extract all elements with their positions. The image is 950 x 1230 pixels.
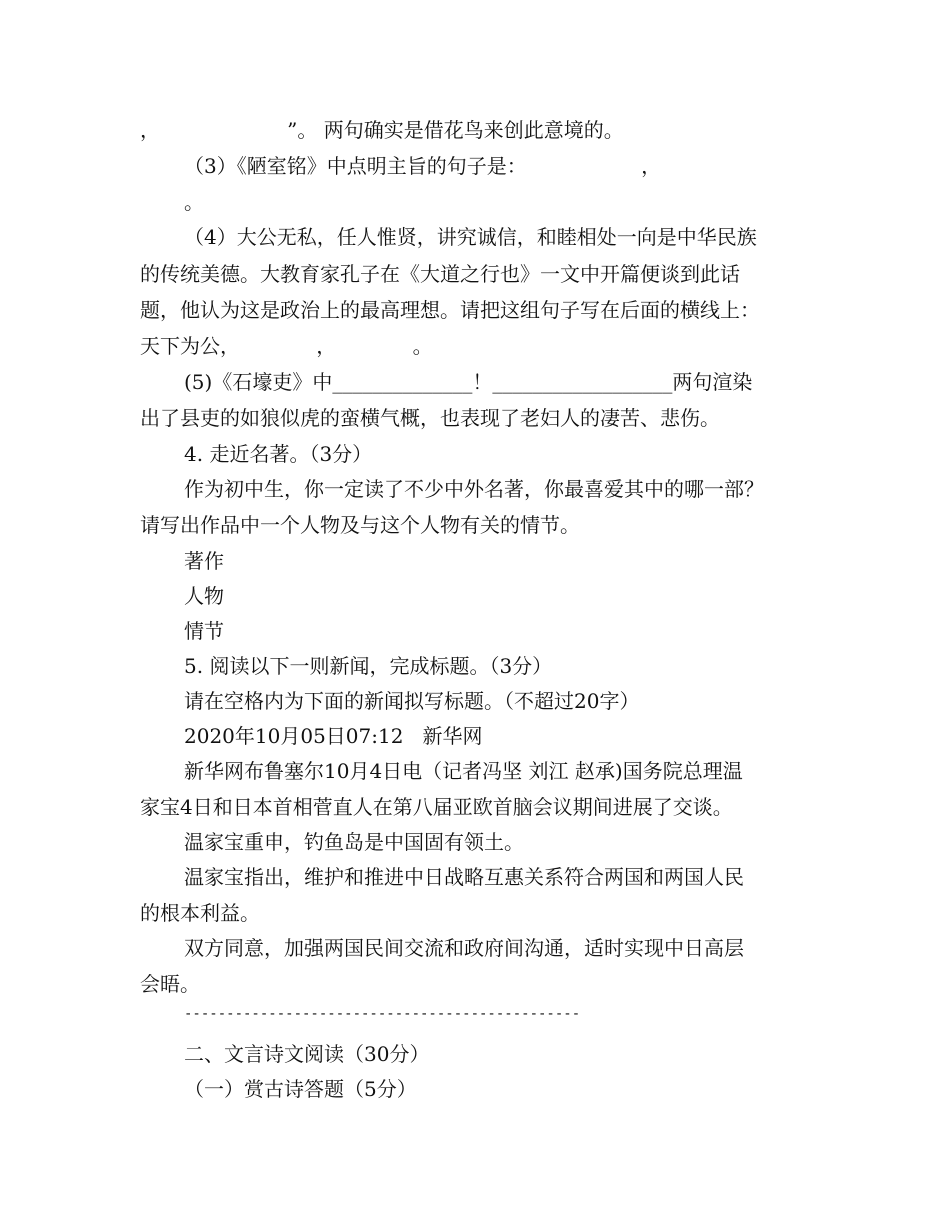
text-line: 。 [184,190,204,214]
text-line: 的传统美德。大教育家孔子在《大道之行也》一文中开篇便谈到此话 [140,262,740,286]
text-line: 家宝4日和日本首相菅直人在第八届亚欧首脑会议期间进展了交谈。 [140,795,733,819]
text-line: (5)《石壕吏》中______________！__________________两句渲染 [184,370,753,394]
text-line: （4）大公无私，任人惟贤，讲究诚信，和睦相处一向是中华民族 [184,225,757,249]
subsection-heading: （一）赏古诗答题（5分） [184,1077,417,1101]
text-line: 出了县吏的如狼似虎的蛮横气概，也表现了老妇人的凄苦、悲伤。 [140,406,720,430]
text-line: ， ”。 两句确实是借花鸟来创此意境的。 [140,118,624,142]
text-line: 温家宝指出，维护和推进中日战略互惠关系符合两国和两国人民 [184,865,744,889]
text-line: 会晤。 [140,972,200,996]
news-dateline: 2020年10月05日07:12 新华网 [184,724,483,748]
form-label-plot: 情节 [184,619,224,643]
text-line: 双方同意，加强两国民间交流和政府间沟通，适时实现中日高层 [184,936,744,960]
text-line: 温家宝重申，钓鱼岛是中国固有领土。 [184,830,524,854]
form-label-character: 人物 [184,584,224,608]
text-line: 请写出作品中一个人物及与这个人物有关的情节。 [140,513,580,537]
text-line: 作为初中生，你一定读了不少中外名著，你最喜爱其中的哪一部？ [184,477,764,501]
question-heading: 5. 阅读以下一则新闻，完成标题。（3分） [184,654,553,678]
answer-line: ----------------------------------------------- [184,1006,581,1022]
text-line: 天下为公， ， 。 [140,334,433,358]
section-heading: 二、文言诗文阅读（30分） [184,1042,430,1066]
text-line: 请在空格内为下面的新闻拟写标题。（不超过20字） [184,689,640,713]
form-label-work: 著作 [184,549,224,573]
text-line: 的根本利益。 [140,901,260,925]
question-heading: 4. 走近名著。（3分） [184,442,373,466]
text-line: 题，他认为这是政治上的最高理想。请把这组句子写在后面的横线上： [140,298,760,322]
text-line: （3）《陋室铭》中点明主旨的句子是： ， [184,154,662,178]
text-line: 新华网布鲁塞尔10月4日电（记者冯坚 刘江 赵承)国务院总理温 [184,759,743,783]
